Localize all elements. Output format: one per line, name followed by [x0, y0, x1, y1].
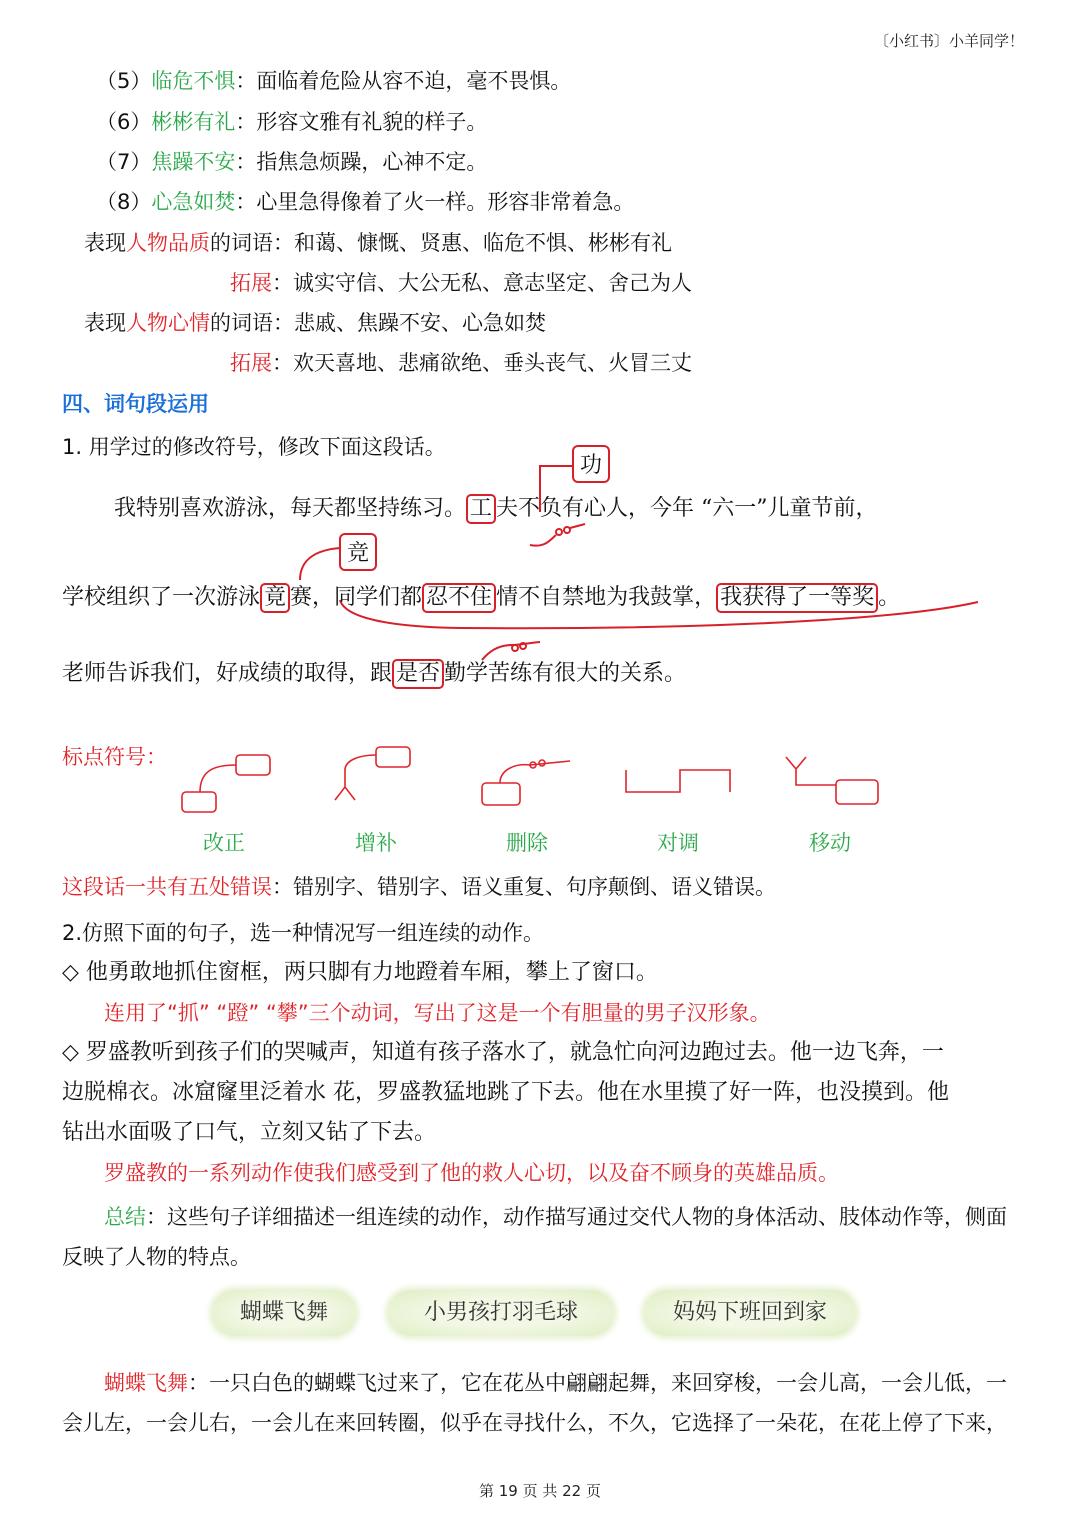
quality-words: 表现人物品质的词语：和蔼、慷慨、贤惠、临危不惧、彬彬有礼	[84, 231, 672, 255]
quality-extension: 拓展：诚实守信、大公无私、意志坚定、舍己为人	[230, 271, 692, 295]
summary-line-1: 总结：这些句子详细描述一组连续的动作，动作描写通过交代人物的身体活动、肢体动作等，侧面	[104, 1205, 1007, 1229]
example-2-note: 罗盛教的一系列动作使我们感受到了他的救人心切，以及奋不顾身的英雄品质。	[104, 1161, 839, 1185]
example-2-line-1: ◇ 罗盛教听到孩子们的哭喊声，知道有孩子落水了，就急忙向河边跑过去。他一边飞奔，一	[62, 1040, 944, 1065]
mood-extension: 拓展：欢天喜地、悲痛欲绝、垂头丧气、火冒三丈	[230, 351, 692, 375]
question-2-title: 2.仿照下面的句子，选一种情况写一组连续的动作。	[62, 921, 545, 945]
idiom-item-6: （6）彬彬有礼：形容文雅有礼貌的样子。	[96, 110, 488, 134]
paragraph-line-3: 老师告诉我们，好成绩的取得，跟 是否 勤学苦练有很大的关系。	[62, 658, 686, 690]
mark-name-delete: 删除	[506, 831, 548, 855]
mood-words: 表现人物心情的词语：悲戚、焦躁不安、心急如焚	[84, 311, 546, 335]
mark-name-insert: 增补	[355, 831, 397, 855]
example-1: ◇ 他勇敢地抓住窗框，两只脚有力地蹬着车厢，攀上了窗口。	[62, 960, 658, 985]
answer-line-2: 会儿左，一会儿右，一会儿在来回转圈，似乎在寻找什么，不久，它选择了一朵花，在花上停了下来，	[62, 1411, 1007, 1435]
option-butterfly: 蝴蝶飞舞	[212, 1290, 356, 1336]
marks-symbols	[0, 745, 1080, 825]
answer-line-1: 蝴蝶飞舞：一只白色的蝴蝶飞过来了，它在花丛中翩翩起舞，来回穿梭，一会儿高，一会儿低，一	[104, 1371, 1007, 1395]
option-badminton: 小男孩打羽毛球	[388, 1290, 614, 1336]
question-1-title: 1. 用学过的修改符号，修改下面这段话。	[62, 435, 446, 459]
header-note: 〔小红书〕小羊同学！	[873, 32, 1024, 50]
idiom-word: 心急如焚	[151, 190, 236, 214]
paragraph-line-2: 学校组织了一次游泳 竟 赛，同学们都 忍不住 情不自禁地为我鼓掌， 我获得了一等奖 。	[62, 582, 900, 614]
paragraph-line-1: 我特别喜欢游泳，每天都坚持练习。 工 夫不负有心人，今年 “六一”儿童节前，	[62, 493, 878, 525]
insert-char-2: 竞	[346, 541, 369, 566]
idiom-item-7: （7）焦躁不安：指焦急烦躁，心神不定。	[96, 150, 488, 174]
page-footer: 第 19 页 共 22 页	[478, 1482, 601, 1500]
summary-line-2: 反映了人物的特点。	[62, 1245, 251, 1269]
example-2-line-3: 钻出水面吸了口气，立刻又钻了下去。	[62, 1120, 437, 1145]
option-mom-home: 妈妈下班回到家	[644, 1290, 856, 1336]
errors-summary: 这段话一共有五处错误：错别字、错别字、语义重复、句序颠倒、语义错误。	[62, 875, 776, 899]
idiom-item-8: （8）心急如焚：心里急得像着了火一样。形容非常着急。	[96, 190, 635, 214]
idiom-item-5: （5）临危不惧：面临着危险从容不迫，毫不畏惧。	[96, 69, 572, 93]
idiom-word: 焦躁不安	[151, 150, 236, 174]
insert-char-1: 功	[579, 453, 602, 478]
mark-name-move: 移动	[809, 831, 851, 855]
example-2-line-2: 边脱棉衣。冰窟窿里泛着水 花，罗盛教猛地跳了下去。他在水里摸了好一阵，也没摸到。他	[62, 1080, 949, 1105]
idiom-word: 临危不惧	[151, 69, 236, 93]
example-1-note: 连用了“抓” “蹬” “攀”三个动词，写出了这是一个有胆量的男子汉形象。	[104, 1001, 771, 1025]
section-title: 四、词句段运用	[62, 392, 209, 416]
idiom-word: 彬彬有礼	[151, 110, 236, 134]
marks-label: 标点符号：	[62, 745, 167, 769]
mark-name-correct: 改正	[203, 831, 245, 855]
mark-name-swap: 对调	[657, 831, 699, 855]
